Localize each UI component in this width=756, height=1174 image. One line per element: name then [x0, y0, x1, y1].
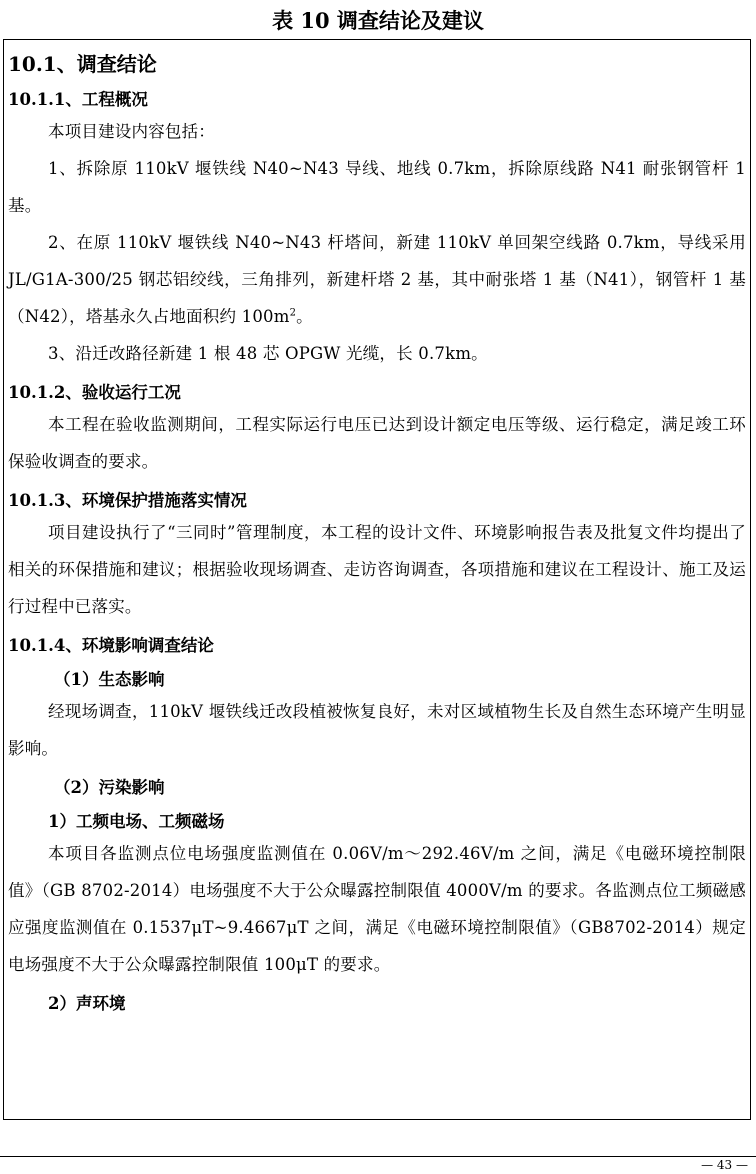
emf-text: 本项目各监测点位电场强度监测值在 0.06V/m～292.46V/m 之间，满足《电磁环境控制限值》（GB 8702-2014）电场强度不大于公众曝露控制限值 4000V/m 的要求。各监测点位工频磁感应强度监测值在 0.1537μT~9.4667μT 之间，满足《电磁环境控制限值》（GB8702-2014）规定电场强度不大于公众曝露控制限值 100μT 的要求。	[8, 844, 746, 974]
eco-heading: （1）生态影响	[54, 670, 165, 689]
emf-heading: 1）工频电场、工频磁场	[48, 812, 225, 831]
section-heading-impact: 10.1.4、环境影响调查结论	[8, 636, 214, 655]
eco-text: 经现场调查，110kV 堰铁线迁改段植被恢复良好，未对区域植物生长及自然生态环境产生明显影响。	[8, 702, 746, 758]
section-heading-main: 10.1、调查结论	[8, 52, 157, 76]
superscript-2: 2	[289, 307, 297, 319]
overview-item-2	[8, 224, 746, 335]
overview-item-2-text: 2、在原 110kV 堰铁线 N40~N43 杆塔间，新建 110kV 单回架空线路 0.7km，导线采用 JL/G1A-300/25 钢芯铝绞线，三角排列，新建杆塔 2 基，其中耐张塔 1 基（N41），钢管杆 1 基（N42），塔基永久占地面积约 100m	[8, 233, 746, 326]
document-body	[8, 45, 746, 1017]
overview-intro: 本项目建设内容包括：	[48, 122, 215, 141]
overview-item-2-end: 。	[296, 307, 313, 326]
operation-text: 本工程在验收监测期间，工程实际运行电压已达到设计额定电压等级、运行稳定，满足竣工环保验收调查的要求。	[8, 415, 746, 471]
page-number: — 43 —	[701, 1158, 748, 1172]
section-heading-operation: 10.1.2、验收运行工况	[8, 383, 181, 402]
footer-rule	[0, 1156, 756, 1157]
page-title: 表 10 调查结论及建议	[272, 8, 484, 33]
measures-text: 项目建设执行了“三同时”管理制度，本工程的设计文件、环境影响报告表及批复文件均提出了相关的环保措施和建议；根据验收现场调查、走访咨询调查，各项措施和建议在工程设计、施工及运行过程中已落实。	[8, 523, 746, 616]
section-heading-overview: 10.1.1、工程概况	[8, 90, 148, 109]
overview-item-3: 3、沿迁改路径新建 1 根 48 芯 OPGW 光缆，长 0.7km。	[48, 344, 488, 363]
overview-item-1: 1、拆除原 110kV 堰铁线 N40~N43 导线、地线 0.7km，拆除原线路 N41 耐张钢管杆 1 基。	[8, 159, 746, 215]
noise-heading: 2）声环境	[48, 994, 126, 1013]
pollution-heading: （2）污染影响	[54, 778, 165, 797]
section-heading-measures: 10.1.3、环境保护措施落实情况	[8, 491, 247, 510]
